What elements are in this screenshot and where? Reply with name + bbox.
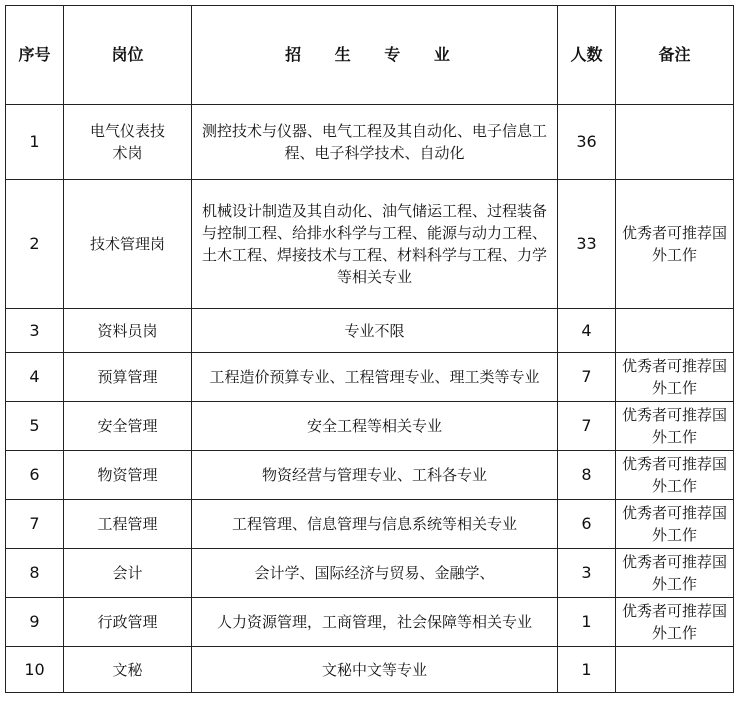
cell-major: 会计学、国际经济与贸易、金融学、 [192, 549, 558, 598]
cell-post: 工程管理 [64, 500, 192, 549]
table-row [6, 105, 734, 180]
cell-major: 专业不限 [192, 309, 558, 353]
cell-post: 电气仪表技术岗 [64, 105, 192, 180]
cell-count: 6 [558, 500, 616, 549]
cell-count: 36 [558, 105, 616, 180]
cell-note [616, 647, 734, 693]
cell-note [616, 105, 734, 180]
table-row [6, 309, 734, 353]
cell-count: 7 [558, 402, 616, 451]
table-row [6, 402, 734, 451]
recruitment-table-container [5, 5, 734, 693]
cell-major: 安全工程等相关专业 [192, 402, 558, 451]
cell-count: 8 [558, 451, 616, 500]
cell-note: 优秀者可推荐国外工作 [616, 402, 734, 451]
cell-seq: 2 [6, 180, 64, 309]
cell-note: 优秀者可推荐国外工作 [616, 598, 734, 647]
cell-seq: 1 [6, 105, 64, 180]
cell-major: 物资经营与管理专业、工科各专业 [192, 451, 558, 500]
cell-major: 人力资源管理，工商管理，社会保障等相关专业 [192, 598, 558, 647]
cell-count: 7 [558, 353, 616, 402]
table-row [6, 647, 734, 693]
cell-post: 技术管理岗 [64, 180, 192, 309]
cell-seq: 3 [6, 309, 64, 353]
cell-major: 工程管理、信息管理与信息系统等相关专业 [192, 500, 558, 549]
table-row [6, 598, 734, 647]
cell-post: 安全管理 [64, 402, 192, 451]
cell-post: 会计 [64, 549, 192, 598]
cell-post: 行政管理 [64, 598, 192, 647]
cell-count: 1 [558, 647, 616, 693]
cell-seq: 8 [6, 549, 64, 598]
cell-seq: 5 [6, 402, 64, 451]
cell-seq: 9 [6, 598, 64, 647]
cell-major: 测控技术与仪器、电气工程及其自动化、电子信息工程、电子科学技术、自动化 [192, 105, 558, 180]
cell-note [616, 309, 734, 353]
recruitment-table [5, 5, 734, 693]
cell-post: 物资管理 [64, 451, 192, 500]
cell-post: 资料员岗 [64, 309, 192, 353]
header-seq: 序号 [6, 6, 64, 105]
cell-note: 优秀者可推荐国外工作 [616, 451, 734, 500]
cell-note: 优秀者可推荐国外工作 [616, 500, 734, 549]
header-note: 备注 [616, 6, 734, 105]
cell-seq: 7 [6, 500, 64, 549]
table-row [6, 549, 734, 598]
table-row [6, 451, 734, 500]
cell-seq: 4 [6, 353, 64, 402]
cell-major: 文秘中文等专业 [192, 647, 558, 693]
header-major: 招 生 专 业 [192, 6, 558, 105]
cell-major: 机械设计制造及其自动化、油气储运工程、过程装备与控制工程、给排水科学与工程、能源与动力工程、土木工程、焊接技术与工程、材料科学与工程、力学等相关专业 [192, 180, 558, 309]
cell-count: 3 [558, 549, 616, 598]
table-row [6, 500, 734, 549]
cell-seq: 10 [6, 647, 64, 693]
cell-post: 文秘 [64, 647, 192, 693]
header-row [6, 6, 734, 105]
cell-major: 工程造价预算专业、工程管理专业、理工类等专业 [192, 353, 558, 402]
header-count: 人数 [558, 6, 616, 105]
table-row [6, 353, 734, 402]
cell-count: 1 [558, 598, 616, 647]
cell-post: 预算管理 [64, 353, 192, 402]
header-post: 岗位 [64, 6, 192, 105]
cell-count: 33 [558, 180, 616, 309]
table-row [6, 180, 734, 309]
cell-count: 4 [558, 309, 616, 353]
cell-note: 优秀者可推荐国外工作 [616, 353, 734, 402]
cell-note: 优秀者可推荐国外工作 [616, 549, 734, 598]
cell-note: 优秀者可推荐国外工作 [616, 180, 734, 309]
cell-seq: 6 [6, 451, 64, 500]
